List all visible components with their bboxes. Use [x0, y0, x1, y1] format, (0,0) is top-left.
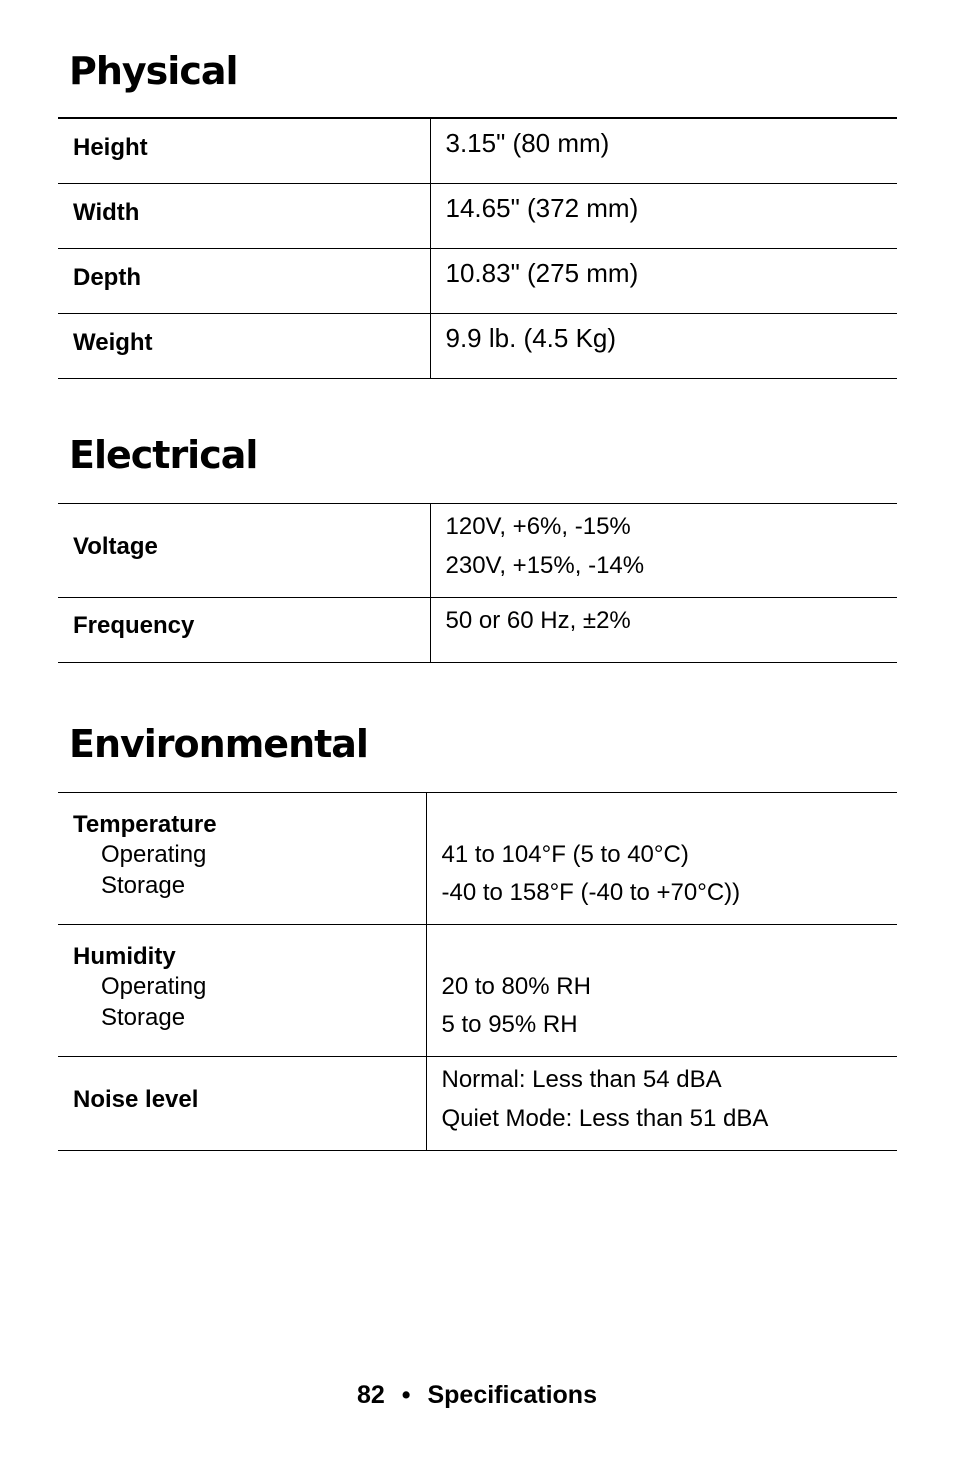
row-sublabel: Storage: [101, 872, 186, 899]
table-row: [58, 313, 897, 378]
row-value: 9.9 lb. (4.5 Kg): [445, 322, 617, 353]
row-value: 50 or 60 Hz, ±2%: [445, 607, 631, 634]
table-row: [58, 504, 897, 598]
row-value: 230V, +15%, -14%: [445, 552, 645, 579]
electrical-table: [58, 503, 897, 663]
environmental-table: [58, 792, 897, 1151]
row-label: Depth: [73, 263, 141, 291]
row-value: 41 to 104°F (5 to 40°C): [441, 841, 689, 868]
page-footer: [0, 1383, 954, 1408]
page-number: 82: [357, 1381, 385, 1409]
row-label: Width: [73, 198, 140, 226]
table-row: [58, 248, 897, 313]
table-row: [58, 598, 897, 663]
footer-separator: •: [401, 1381, 411, 1409]
row-label: Noise level: [73, 1086, 199, 1113]
physical-table: [58, 117, 897, 379]
row-sublabel: Storage: [101, 1004, 186, 1031]
row-label: Humidity: [73, 943, 176, 970]
section-heading-electrical: Electrical: [69, 433, 258, 477]
row-value: -40 to 158°F (-40 to +70°C)): [441, 879, 741, 906]
row-value: 120V, +6%, -15%: [445, 513, 631, 540]
row-value: 10.83" (275 mm): [445, 257, 639, 288]
table-row: [58, 1057, 897, 1151]
table-row: [58, 925, 897, 1057]
footer-section-name: Specifications: [427, 1381, 597, 1409]
row-sublabel: Operating: [101, 973, 207, 1000]
row-value: 14.65" (372 mm): [445, 192, 639, 223]
section-heading-environmental: Environmental: [69, 722, 368, 766]
row-value: Normal: Less than 54 dBA: [441, 1066, 722, 1093]
row-label: Voltage: [73, 533, 158, 560]
row-label: Weight: [73, 328, 153, 356]
table-row: [58, 793, 897, 925]
row-label: Temperature: [73, 811, 217, 838]
section-heading-physical: Physical: [69, 49, 238, 93]
row-value: Quiet Mode: Less than 51 dBA: [441, 1105, 769, 1132]
table-row: [58, 183, 897, 248]
row-label: Frequency: [73, 612, 195, 639]
row-value: 3.15" (80 mm): [445, 128, 610, 158]
row-label: Height: [73, 134, 148, 161]
row-value: 20 to 80% RH: [441, 973, 591, 1000]
row-sublabel: Operating: [101, 841, 207, 868]
row-value: 5 to 95% RH: [441, 1011, 578, 1038]
table-row: [58, 118, 897, 183]
